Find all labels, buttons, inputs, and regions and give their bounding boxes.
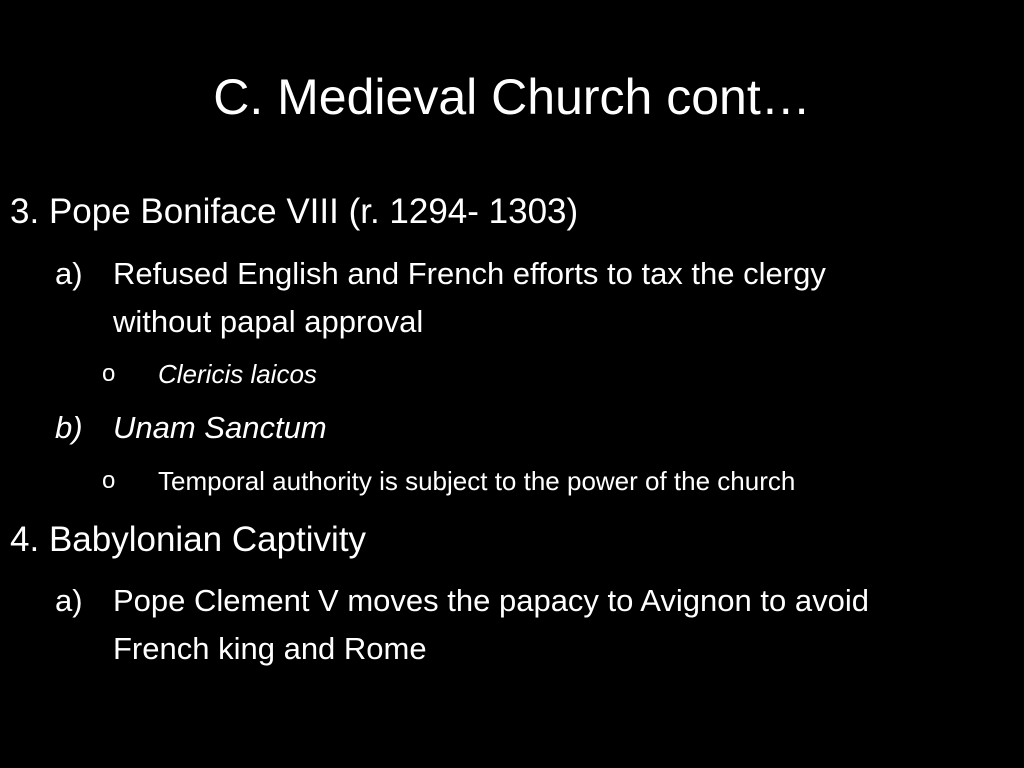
bullet-level3-temporal-authority	[102, 464, 795, 498]
bullet-text-line2: without papal approval	[113, 304, 424, 339]
circle-bullet-icon: o	[102, 360, 116, 387]
bullet-level1-babylonian-captivity	[10, 518, 366, 562]
bullet-level2-refused-tax	[55, 250, 1005, 346]
bullet-text-line1: Pope Clement V moves the papacy to Avignon to avoid	[113, 583, 869, 618]
bullet-number: 3.	[10, 192, 40, 231]
bullet-text: Unam Sanctum	[113, 410, 327, 445]
bullet-marker: a)	[55, 583, 83, 618]
circle-bullet-icon: o	[102, 467, 116, 494]
bullet-level1-boniface	[10, 190, 578, 234]
bullet-number: 4.	[10, 520, 40, 559]
bullet-text-line1: Refused English and French efforts to tax the clergy	[113, 256, 826, 291]
bullet-level2-unam-sanctum	[55, 404, 1005, 452]
bullet-level2-clement-avignon	[55, 577, 1005, 673]
bullet-text: Babylonian Captivity	[48, 520, 367, 559]
bullet-marker: a)	[55, 256, 83, 291]
bullet-text: Clericis laicos	[158, 359, 317, 389]
bullet-marker: b)	[55, 410, 83, 445]
slide-title: C. Medieval Church cont…	[213, 69, 811, 125]
bullet-text-line2: French king and Rome	[113, 631, 427, 666]
bullet-level3-clericis-laicos	[102, 357, 317, 391]
bullet-text: Temporal authority is subject to the power of the church	[158, 466, 796, 496]
bullet-text: Pope Boniface VIII (r. 1294- 1303)	[48, 192, 579, 231]
